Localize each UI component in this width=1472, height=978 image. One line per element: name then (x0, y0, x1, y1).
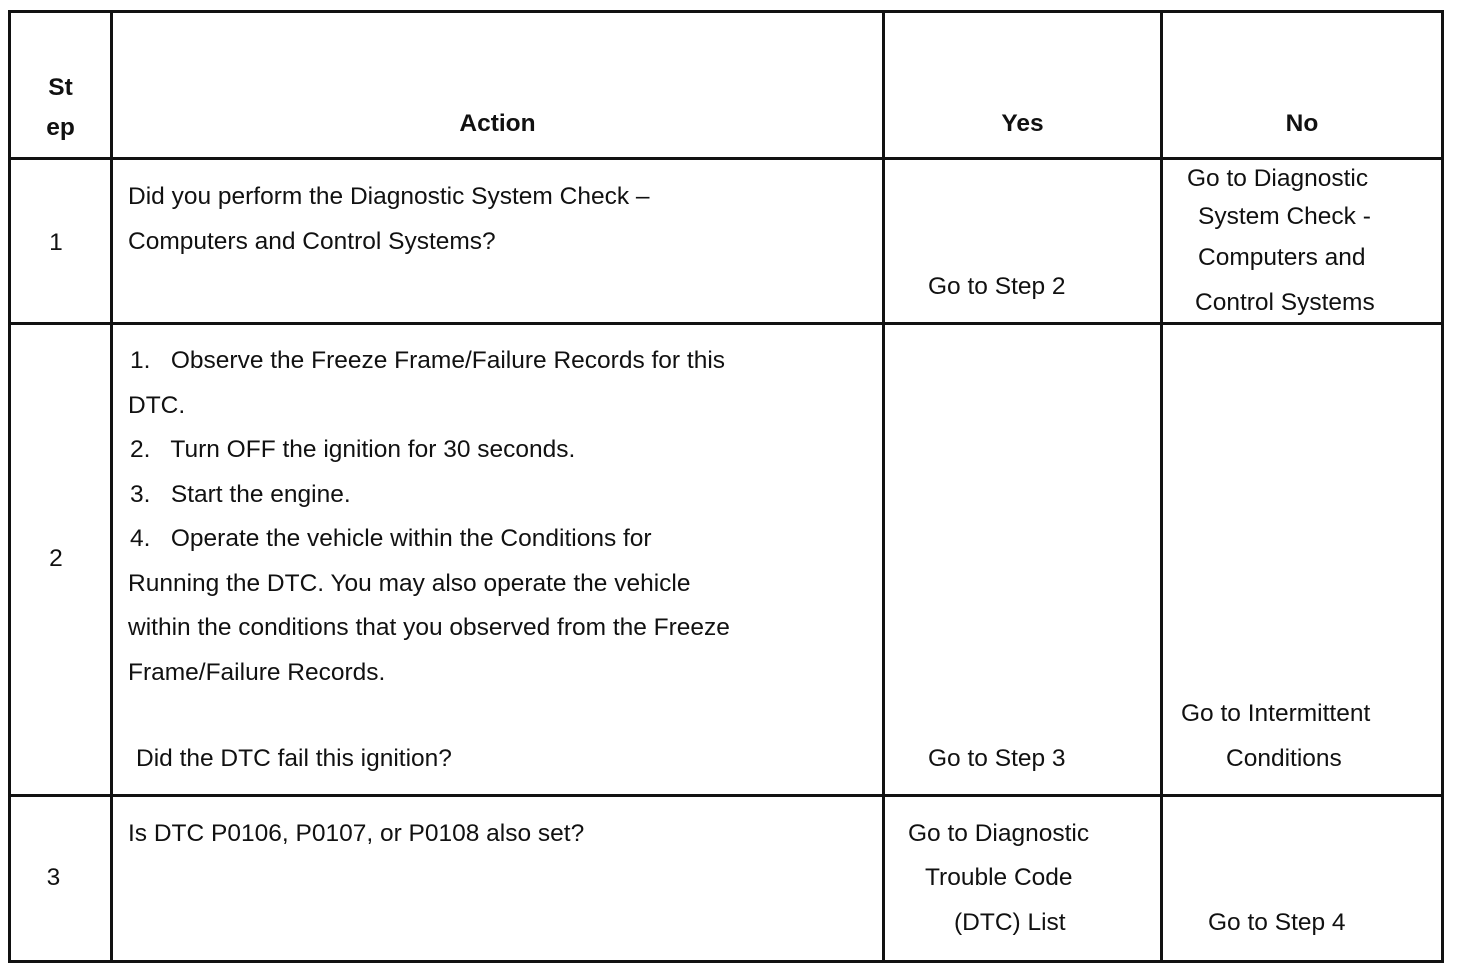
table-border-left (8, 10, 11, 963)
yes-line: Go to Diagnostic (908, 820, 1090, 847)
step-number: 1 (49, 229, 63, 256)
action-line: within the conditions that you observed from the Freeze (128, 614, 730, 641)
action-line: 3. Start the engine. (130, 481, 351, 508)
yes-line: Go to Step 2 (928, 273, 1066, 300)
no-line: Control Systems (1195, 289, 1375, 316)
step-number: 2 (49, 545, 63, 572)
step-number: 3 (46, 864, 61, 891)
yes-line: Trouble Code (925, 864, 1073, 891)
table-border-right (1441, 10, 1444, 963)
action-line: Did you perform the Diagnostic System Check – (128, 183, 650, 210)
no-line: Go to Step 4 (1208, 909, 1346, 936)
header-yes: Yes (1001, 110, 1044, 137)
action-question: Did the DTC fail this ignition? (136, 745, 452, 772)
action-line: 4. Operate the vehicle within the Conditions for (130, 525, 652, 552)
no-line: Conditions (1226, 745, 1342, 772)
table-border-bottom (8, 960, 1444, 963)
header-step (11, 68, 110, 148)
no-line: Computers and (1198, 244, 1366, 271)
action-line: Frame/Failure Records. (128, 659, 386, 686)
row-divider (8, 794, 1444, 797)
header-step-line2: ep (46, 114, 75, 141)
header-step-line1: St (48, 74, 73, 101)
table-border-top (8, 10, 1444, 13)
action-line: Computers and Control Systems? (128, 228, 496, 255)
action-line: Running the DTC. You may also operate the vehicle (128, 570, 691, 597)
header-no: No (1285, 110, 1319, 137)
no-line: System Check - (1198, 203, 1371, 230)
column-divider (110, 10, 113, 963)
action-line: DTC. (128, 392, 186, 419)
action-line: 2. Turn OFF the ignition for 30 seconds. (130, 436, 576, 463)
column-divider (882, 10, 885, 963)
action-line: Is DTC P0106, P0107, or P0108 also set? (128, 820, 585, 847)
column-divider (1160, 10, 1163, 963)
yes-line: (DTC) List (954, 909, 1066, 936)
diagnostic-table (8, 10, 1444, 963)
no-line: Go to Diagnostic (1187, 165, 1369, 192)
action-line: 1. Observe the Freeze Frame/Failure Records for this (130, 347, 726, 374)
yes-line: Go to Step 3 (928, 745, 1066, 772)
no-line: Go to Intermittent (1181, 700, 1371, 727)
header-action: Action (459, 110, 536, 137)
